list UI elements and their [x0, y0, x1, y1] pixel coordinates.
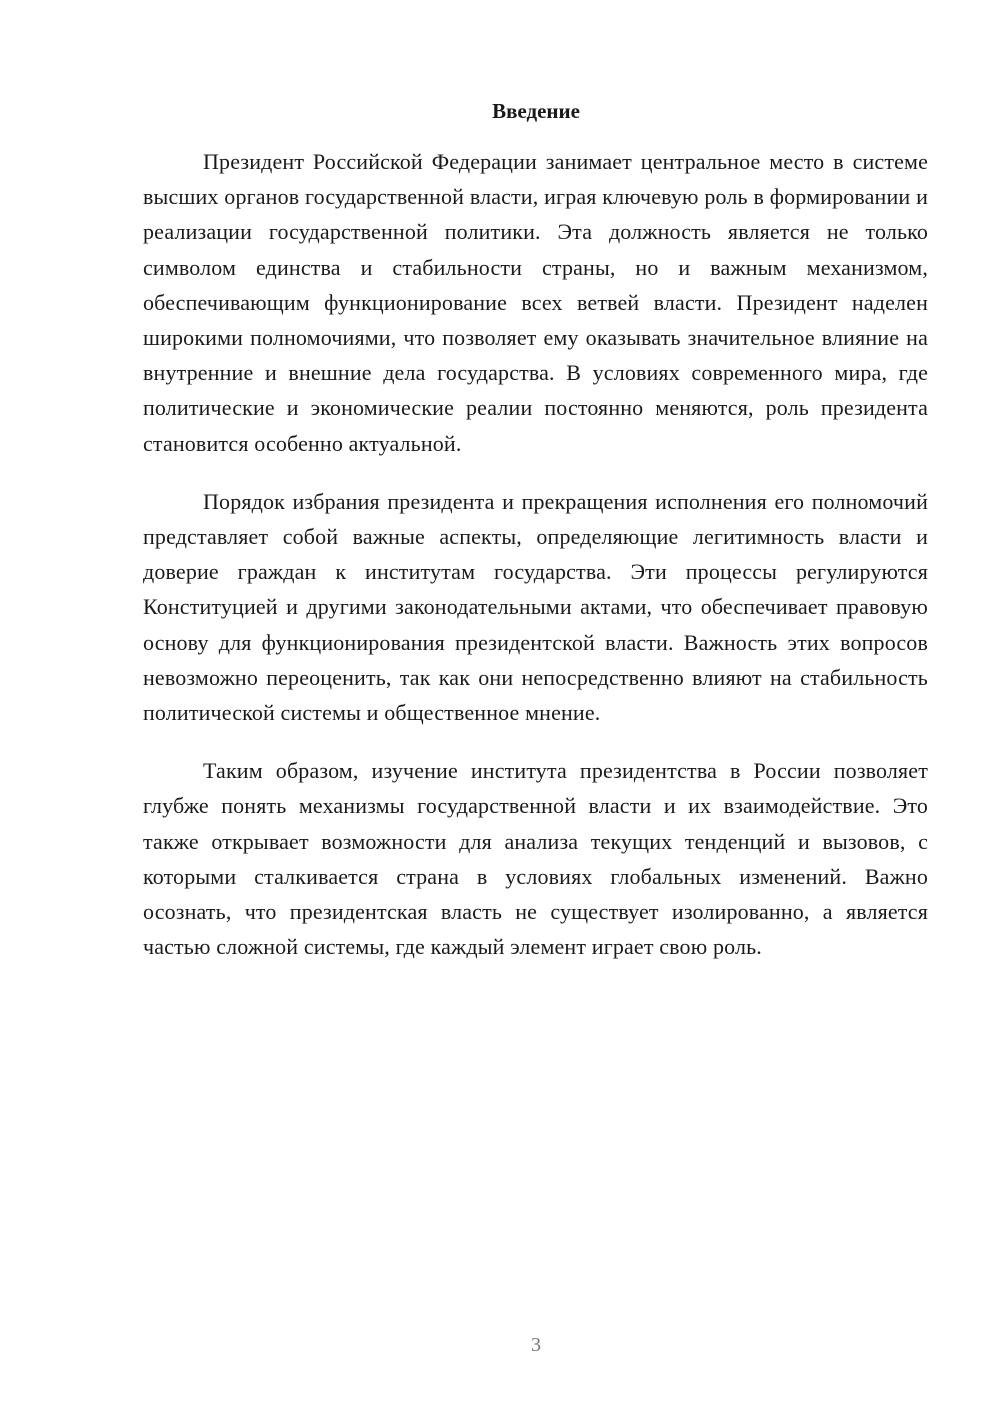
- section-title: Введение: [492, 99, 580, 123]
- paragraph-2: Порядок избрания президента и прекращения исполнения его полномочий представляет собой важные аспекты, определяющие легитимность власти и доверие граждан к институтам государства. Эти процессы регулируются Конституцией и другими законодательными актами, что обеспечивает правовую основу для функционирования президентской власти. Важность этих вопросов невозможно переоценить, так как они непосредственно влияют на стабильность политической системы и общественное мнение.: [143, 488, 928, 726]
- paragraph-3: Таким образом, изучение института президентства в России позволяет глубже понять механизмы государственной власти и их взаимодействие. Это также открывает возможности для анализа текущих тенденций и вызовов, с которыми сталкивается страна в условиях глобальных изменений. Важно осознать, что президентская власть не существует изолированно, а является частью сложной системы, где каждый элемент играет свою роль.: [143, 758, 928, 960]
- body-text: [143, 144, 928, 987]
- paragraph-1: Президент Российской Федерации занимает центральное место в системе высших органов государственной власти, играя ключевую роль в формировании и реализации государственной политики. Эта должность является не только символом единства и стабильности страны, но и важным механизмом, обеспечивающим функционирование всех ветвей власти. Президент наделен широкими полномочиями, что позволяет ему оказывать значительное влияние на внутренние и внешние дела государства. В условиях современного мира, где политические и экономические реалии постоянно меняются, роль президента становится особенно актуальной.: [143, 149, 928, 456]
- page-number: 3: [531, 1334, 541, 1356]
